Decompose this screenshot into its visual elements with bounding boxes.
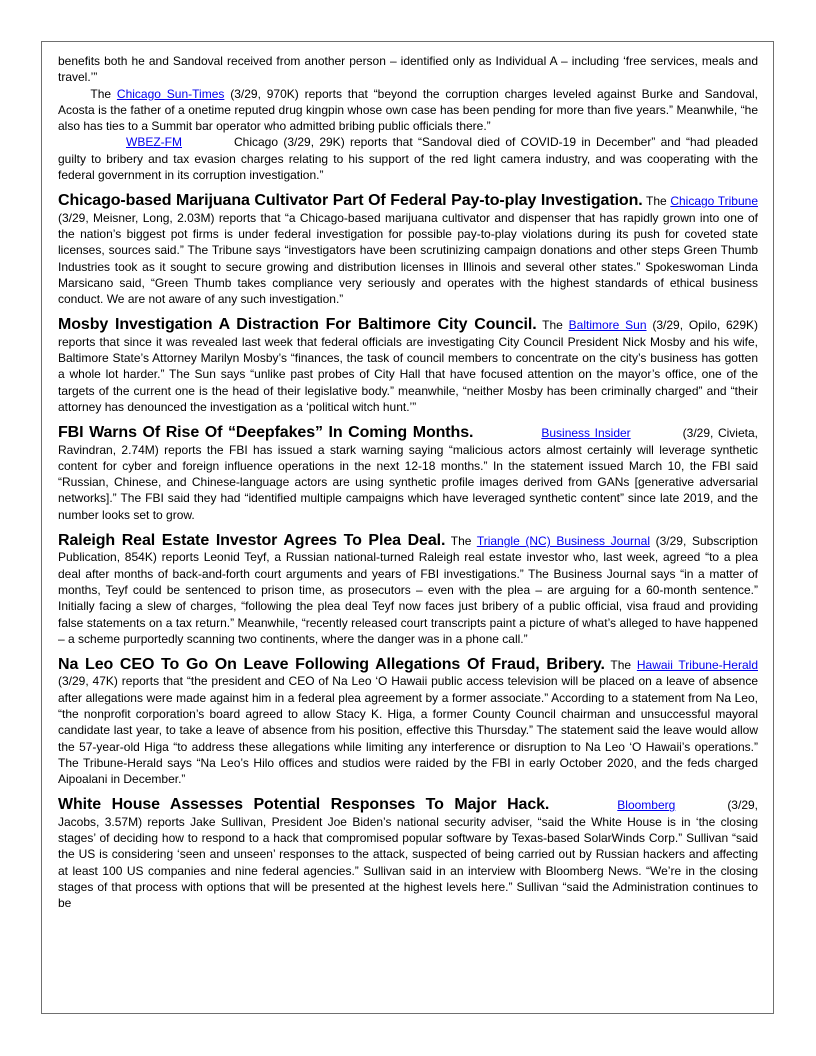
- source-link-chicago-sun-times[interactable]: Chicago Sun-Times: [116, 86, 225, 101]
- news-content: [58, 53, 758, 912]
- article-body: (3/29, Jacobs, 3.57M) reports Jake Sullivan, President Joe Biden’s national security adviser, “said the White House is in ‘the closing stages’ of deciding how to respond to a hack that compromised popular software by Texas-based SolarWinds Corp.” Sullivan “said the US is considering ‘seen and unseen’ responses to the attack, suspected of being carried out by Russian hackers and affecting at least 100 US companies and nine federal agencies.” Sullivan said in an interview with Bloomberg News. “We’re in the closing stages of that process with options that will be presented at the highest levels here.” Sullivan “said the Administration continues to be: [58, 798, 758, 911]
- article-list: [58, 193, 758, 911]
- article-source-link[interactable]: Business Insider: [541, 426, 631, 441]
- article-body: (3/29, Civieta, Ravindran, 2.74M) reports the FBI has issued a stark warning saying “malicious actors almost certainly will leverage synthetic content for cyber and foreign influence operations in the next 12-18 months.” In the statement issued March 10, the FBI said “Russian, Chinese, and Chinese-language actors are using synthetic profile images derived from GANs [generative adversarial networks].” The FBI said they had “identified multiple campaigns which have leveraged synthetic content” since late 2019, and the number looks set to grow.: [58, 426, 758, 522]
- article-item: Na Leo CEO To Go On Leave Following Allegations Of Fraud, Bribery. The Hawaii Tribune-Herald (3/29, 47K) reports that “the president and CEO of Na Leo ‘O Hawaii public access television will be placed on a leave of absence after allegations were made against him in a federal plea agreement by a former associate.” According to a statement from Na Leo, “the nonprofit corporation’s board agreed to allow Stacy K. Higa, a former County Council chairman and unsuccessful mayoral candidate last year, to take a leave of absence from his position, effective this Thursday.” The statement said the leave would allow the 57-year-old Higa “to address these allegations while limiting any interference or disruption to Na Leo ‘O Hawaii’s operations.” The Tribune-Herald says “Na Leo’s Hilo offices and studios were raided by the FBI in early October 2020, and the feds charged Aipoalani in December.”: [58, 656, 758, 787]
- article-headline: Raleigh Real Estate Investor Agrees To Plea Deal.: [58, 532, 446, 550]
- article-item: [58, 797, 758, 911]
- article-source-link[interactable]: Hawaii Tribune-Herald: [636, 658, 758, 673]
- source-link-wbez-fm[interactable]: WBEZ-FM: [126, 135, 182, 150]
- intro-paragraph-2: The Chicago Sun-Times (3/29, 970K) reports that “beyond the corruption charges leveled against Burke and Sandoval, Acosta is the father of a onetime reputed drug kingpin whose own case has been pending for more than five years.” Meanwhile, “he also has ties to a Summit bar operator who admitted bribing public officials there.”: [58, 86, 759, 134]
- article-body: (3/29, 47K) reports that “the president and CEO of Na Leo ‘O Hawaii public access television will be placed on a leave of absence after allegations were made against him in a federal plea agreement by a former associate.” According to a statement from Na Leo, “the nonprofit corporation’s board agreed to allow Stacy K. Higa, a former County Council chairman and unsuccessful mayoral candidate last year, to take a leave of absence from his position, effective this Thursday.” The statement said the leave would allow the 57-year-old Higa “to address these allegations while limiting any interference or disruption to Na Leo ‘O Hawaii’s operations.” The Tribune-Herald says “Na Leo’s Hilo offices and studios were raided by the FBI in early October 2020, and the feds charged Aipoalani in December.”: [58, 674, 758, 787]
- article-item: Chicago-based Marijuana Cultivator Part Of Federal Pay-to-play Investigation. The Chicago Tribune (3/29, Meisner, Long, 2.03M) reports that “a Chicago-based marijuana cultivator and dispenser that has rapidly grown into one of the nation’s biggest pot firms is under federal investigation for possible pay-to-play violations during its push for coveted state licenses, sources said.” The Tribune says “investigators have been scrutinizing campaign donations and other steps Green Thumb Industries took as it sought to secure growing and distribution licenses in Illinois and several other states.” Spokeswoman Linda Marsicano said, “Green Thumb takes compliance very seriously and operates with the highest standards of ethical business conduct. We are not aware of any such investigation.”: [58, 192, 758, 307]
- article-item: [58, 425, 758, 523]
- article-headline: Na Leo CEO To Go On Leave Following Allegations Of Fraud, Bribery.: [58, 656, 605, 674]
- article-source-link[interactable]: Baltimore Sun: [568, 318, 647, 333]
- article-body: (3/29, Opilo, 629K) reports that since it was revealed last week that federal officials are investigating City Council President Nick Mosby and his wife, Baltimore State’s Attorney Marilyn Mosby’s “finances, the task of council members to concentrate on the city’s business has gotten a whole lot harder.” The Sun says “unlike past probes of City Hall that have focused attention on the mayor’s office, one of the targets of the current one is the head of their legislative body.” meanwhile, “neither Mosby has been criminally charged” and “their attorney has denounced the investigation as a ‘political witch hunt.’”: [58, 318, 759, 414]
- article-item: Mosby Investigation A Distraction For Baltimore City Council. The Baltimore Sun (3/29, Opilo, 629K) reports that since it was revealed last week that federal officials are investigating City Council President Nick Mosby and his wife, Baltimore State’s Attorney Marilyn Mosby’s “finances, the task of council members to concentrate on the city’s business has gotten a whole lot harder.” The Sun says “unlike past probes of City Hall that have focused attention on the mayor’s office, one of the targets of the current one is the head of their legislative body.” meanwhile, “neither Mosby has been criminally charged” and “their attorney has denounced the investigation as a ‘political witch hunt.’”: [58, 316, 759, 414]
- intro-paragraph-3: WBEZ-FM Chicago (3/29, 29K) reports that “Sandoval died of COVID-19 in December” and “had pleaded guilty to bribery and tax evasion charges relating to his support of the red light camera industry, and was cooperating with the federal government in its corruption investigation.”: [58, 135, 758, 183]
- article-headline: Mosby Investigation A Distraction For Baltimore City Council.: [58, 316, 537, 334]
- article-body: (3/29, Subscription Publication, 854K) reports Leonid Teyf, a Russian national-turned Raleigh real estate investor who, last week, agreed “to a plea deal after months of back-and-forth court arguments and years of FBI investigations.” The Business Journal says “in a matter of months, Teyf could be sentenced to prison time, as prosecutors – even with the plea – are arguing for a 60-month sentence.” Initially facing a slew of charges, “following the plea deal Teyf now faces just bribery of a public official, visa fraud and providing false statements on a tax return.” Meanwhile, “recently released court transcripts paint a picture of what’s alleged to have happened – a scheme purportedly scanning two continents, where the danger was in a phone call.”: [58, 534, 758, 646]
- article-item: Raleigh Real Estate Investor Agrees To Plea Deal. The Triangle (NC) Business Journal (3/29, Subscription Publication, 854K) reports Leonid Teyf, a Russian national-turned Raleigh real estate investor who, last week, agreed “to a plea deal after months of back-and-forth court arguments and years of FBI investigations.” The Business Journal says “in a matter of months, Teyf could be sentenced to prison time, as prosecutors – even with the plea – are arguing for a 60-month sentence.” Initially facing a slew of charges, “following the plea deal Teyf now faces just bribery of a public official, visa fraud and providing false statements on a tax return.” Meanwhile, “recently released court transcripts paint a picture of what’s alleged to have happened – a scheme purportedly scanning two continents, where the danger was in a phone call.”: [58, 532, 758, 646]
- article-source-link[interactable]: Triangle (NC) Business Journal: [476, 534, 650, 549]
- article-headline: FBI Warns Of Rise Of “Deepfakes” In Coming Months.: [58, 424, 474, 442]
- article-headline: Chicago-based Marijuana Cultivator Part Of Federal Pay-to-play Investigation.: [58, 192, 643, 210]
- article-headline: White House Assesses Potential Responses To Major Hack.: [58, 796, 550, 814]
- intro-paragraph-1: benefits both he and Sandoval received from another person – identified only as Individual A – including ‘free services, meals and travel.’”: [58, 54, 758, 85]
- article-source-link[interactable]: Chicago Tribune: [670, 194, 758, 209]
- article-source-link[interactable]: Bloomberg: [617, 798, 676, 813]
- article-body: (3/29, Meisner, Long, 2.03M) reports that “a Chicago-based marijuana cultivator and dispenser that has rapidly grown into one of the nation’s biggest pot firms is under federal investigation for possible pay-to-play violations during its push for coveted state licenses, sources said.” The Tribune says “investigators have been scrutinizing campaign donations and other steps Green Thumb Industries took as it sought to secure growing and distribution licenses in Illinois and several other states.” Spokeswoman Linda Marsicano said, “Green Thumb takes compliance very seriously and operates with the highest standards of ethical business conduct. We are not aware of any such investigation.”: [58, 210, 758, 307]
